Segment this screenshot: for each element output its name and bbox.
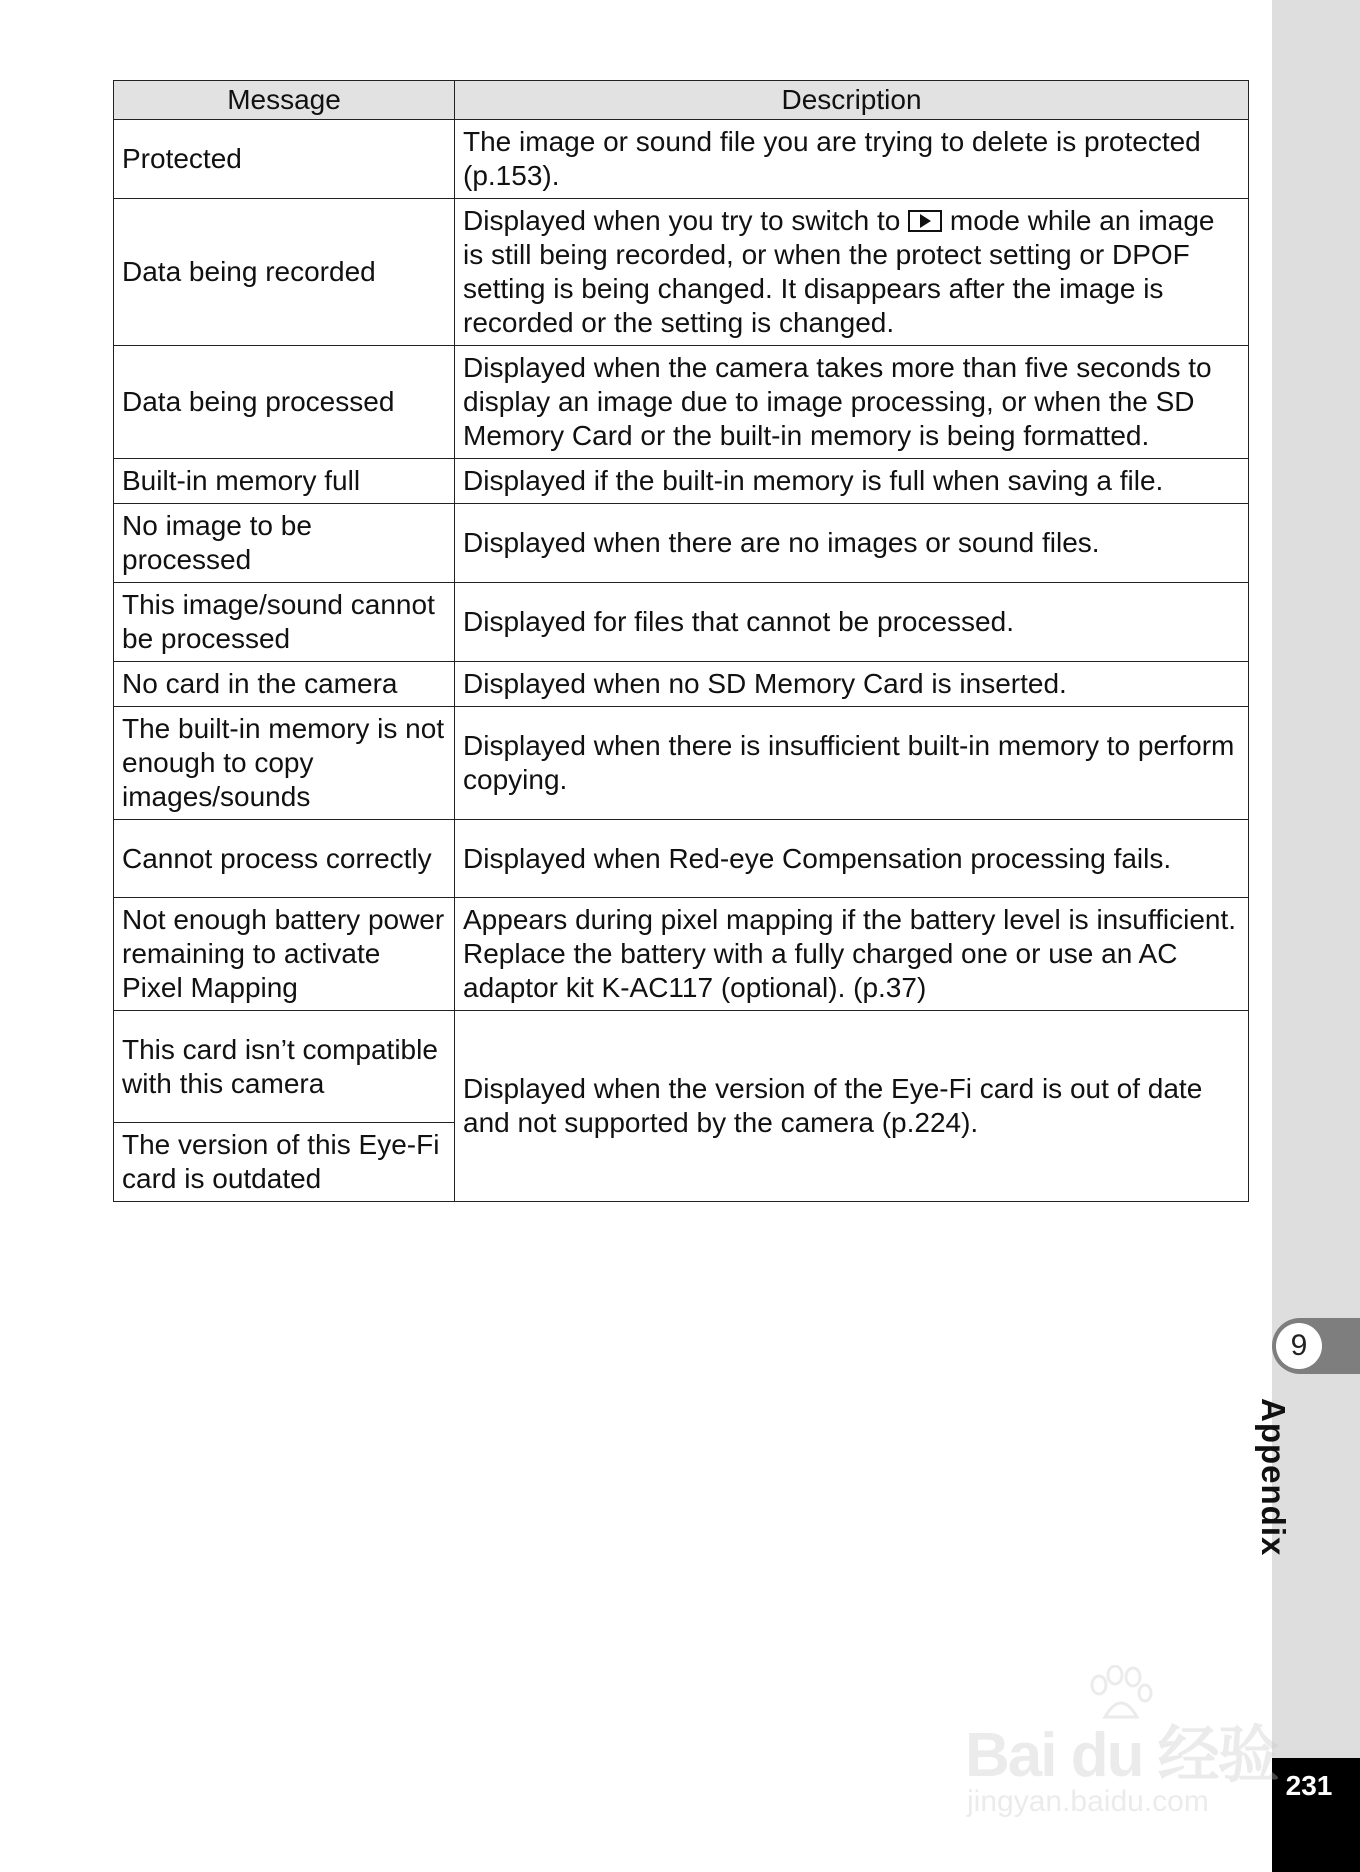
description-cell: Displayed for files that cannot be processed. — [455, 583, 1249, 662]
message-cell: Data being recorded — [114, 199, 455, 346]
page-number: 231 — [1285, 1770, 1333, 1801]
message-cell: The version of this Eye-Fi card is outdated — [114, 1123, 455, 1202]
description-cell: Displayed when the camera takes more than five seconds to display an image due to image processing, or when the SD Memory Card or the built-in memory is being formatted. — [455, 346, 1249, 459]
playback-icon — [908, 210, 942, 232]
table-row — [114, 583, 1249, 662]
message-cell: No image to be processed — [114, 504, 455, 583]
table-row — [114, 1011, 1249, 1123]
description-text: mode while an image is still being recorded, or when the protect setting or DPOF setting is being changed. It disappears after the image is recorded or the setting is changed. — [463, 205, 1215, 338]
table-row — [114, 346, 1249, 459]
message-cell: The built-in memory is not enough to copy images/sounds — [114, 707, 455, 820]
header-message: Message — [114, 81, 455, 120]
description-cell: Displayed when the version of the Eye-Fi card is out of date and not supported by the camera (p.224). — [455, 1011, 1249, 1202]
description-cell: Displayed when no SD Memory Card is inserted. — [455, 662, 1249, 707]
description-cell: Displayed when there are no images or sound files. — [455, 504, 1249, 583]
baidu-watermark — [965, 1655, 1278, 1835]
table-row — [114, 459, 1249, 504]
table-row — [114, 120, 1249, 199]
message-cell: Built-in memory full — [114, 459, 455, 504]
table-row — [114, 707, 1249, 820]
watermark-url: jingyan.baidu.com — [967, 1785, 1209, 1818]
error-messages-table — [113, 80, 1249, 1202]
message-cell: No card in the camera — [114, 662, 455, 707]
description-cell: Appears during pixel mapping if the battery level is insufficient. Replace the battery with a fully charged one or use an AC adaptor kit K-AC117 (optional). (p.37) — [455, 898, 1249, 1011]
message-cell: This card isn’t compatible with this camera — [114, 1011, 455, 1123]
message-cell: Not enough battery power remaining to activate Pixel Mapping — [114, 898, 455, 1011]
table-header-row — [114, 81, 1249, 120]
description-text: Displayed when you try to switch to — [463, 205, 909, 236]
message-cell: This image/sound cannot be processed — [114, 583, 455, 662]
table-row — [114, 662, 1249, 707]
description-cell: Displayed when Red-eye Compensation processing fails. — [455, 820, 1249, 898]
table-row — [114, 820, 1249, 898]
header-description: Description — [455, 81, 1249, 120]
description-cell — [455, 199, 1249, 346]
chapter-number: 9 — [1276, 1323, 1322, 1369]
description-cell: Displayed if the built-in memory is full when saving a file. — [455, 459, 1249, 504]
watermark-brand: Bai du 经验 — [965, 1721, 1278, 1790]
table-row — [114, 898, 1249, 1011]
table-row — [114, 199, 1249, 346]
message-cell: Protected — [114, 120, 455, 199]
side-band — [1272, 0, 1360, 1872]
table-row — [114, 504, 1249, 583]
description-cell: Displayed when there is insufficient built-in memory to perform copying. — [455, 707, 1249, 820]
message-cell: Data being processed — [114, 346, 455, 459]
message-cell: Cannot process correctly — [114, 820, 455, 898]
chapter-title: Appendix — [1255, 1398, 1292, 1557]
description-cell: The image or sound file you are trying to delete is protected (p.153). — [455, 120, 1249, 199]
